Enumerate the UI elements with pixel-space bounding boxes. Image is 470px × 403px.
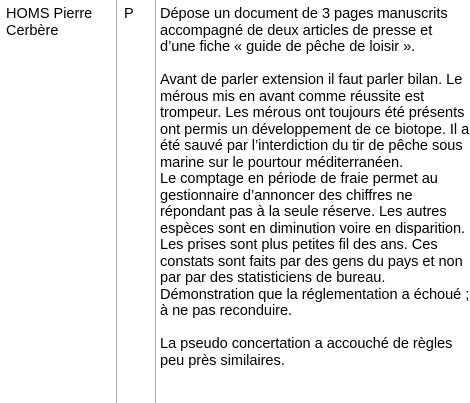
- name-cell: [0, 0, 116, 403]
- comment-paragraph: Avant de parler extension il faut parler bilan. Le mérous mis en avant comme réussite est trompeur. Les mérous ont toujours été présents ont permis un développement de ce biotope. Il a été sauvé par l’interdiction du tir de pêche sous marine sur le pourtour méditerranéen.: [160, 72, 470, 171]
- contributor-name: HOMS Pierre Cerbère: [6, 6, 93, 39]
- comment-paragraph: Le comptage en période de fraie permet au gestionnaire d’annoncer des chiffres ne répondant pas à la seule réserve. Les autres espèces sont en diminution voire en disparition.: [160, 171, 466, 237]
- paragraph-spacer: [160, 320, 470, 337]
- comment-paragraph: Dépose un document de 3 pages manuscrits accompagné de deux articles de presse et d’une fiche « guide de pêche de loisir ».: [160, 6, 448, 55]
- comment-paragraph: Démonstration que la réglementation a échoué ; à ne pas reconduire.: [160, 286, 470, 319]
- code-cell: [116, 0, 155, 403]
- contributor-code: P: [124, 6, 134, 22]
- comment-paragraph: Les prises sont plus petites fil des ans. Ces constats sont faits par des gens du pays et non par par des statisticiens de bureau.: [160, 237, 463, 286]
- paragraph-spacer: [160, 56, 470, 73]
- comment-body: [160, 6, 470, 369]
- comment-cell: [155, 0, 470, 403]
- comment-paragraph: La pseudo concertation a accouché de règles peu près similaires.: [160, 336, 453, 369]
